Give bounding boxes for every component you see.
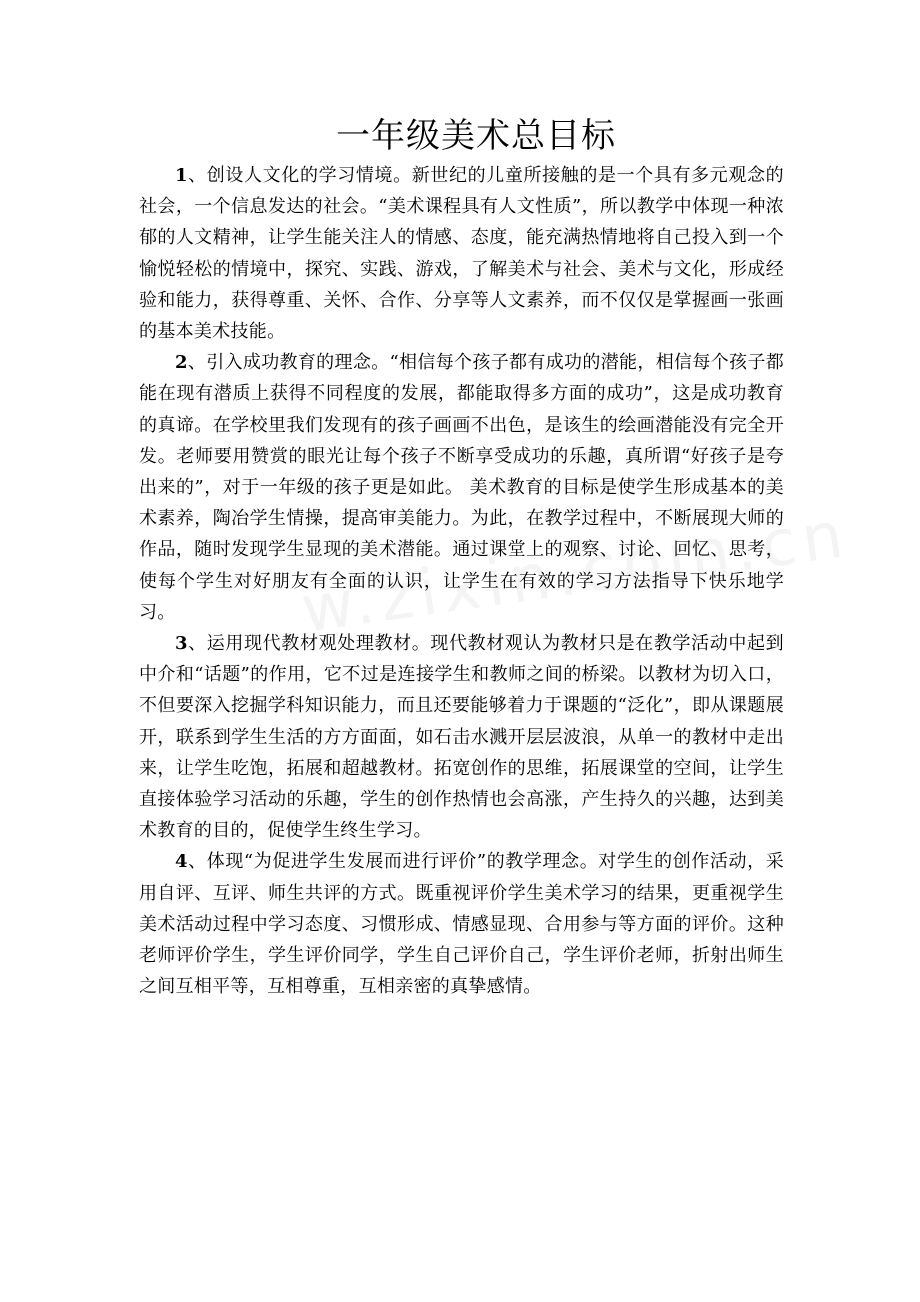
paragraph-number: 4 <box>175 851 188 873</box>
paragraph-4 <box>139 846 784 1002</box>
paragraph-2 <box>139 347 784 628</box>
paragraph-text: 、引入成功教育的理念。“相信每个孩子都有成功的潜能，相信每个孩子都能在现有潜质上获得不同程度的发展，都能取得多方面的成功”，这是成功教育的真谛。在学校里我们发现有的孩子画画不出色，是该生的绘画潜能没有完全开发。老师要用赞赏的眼光让每个孩子不断享受成功的乐趣，真所谓“好孩子是夸出来的”，对于一年级的孩子更是如此。 美术教育的目标是使学生形成基本的美术素养，陶冶学生情操，提高审美能力。为此，在教学过程中，不断展现大师的作品，随时发现学生显现的美术潜能。通过课堂上的观察、讨论、回忆、思考，使每个学生对好朋友有全面的认识，让学生在有效的学习方法指导下快乐地学习。 <box>139 352 784 623</box>
paragraph-number: 1 <box>175 165 188 186</box>
paragraph-text: 、运用现代教材观处理教材。现代教材观认为教材只是在教学活动中起到中介和“话题”的作用，它不过是连接学生和教师之间的桥梁。以教材为切入口，不但要深入挖掘学科知识能力，而且还要能够着力于课题的“泛化”，即从课题展开，联系到学生生活的方方面面，如石击水溅开层层波浪，从单一的教材中走出来，让学生吃饱，拓展和超越教材。拓宽创作的思维，拓展课堂的空间，让学生直接体验学习活动的乐趣，学生的创作热情也会高涨，产生持久的兴趣，达到美术教育的目的，促使学生终生学习。 <box>139 633 784 842</box>
paragraph-text: 、创设人文化的学习情境。新世纪的儿童所接触的是一个具有多元观念的社会，一个信息发达的社会。“美术课程具有人文性质”，所以教学中体现一种浓郁的人文精神，让学生能关注人的情感、态度，能充满热情地将自己投入到一个愉悦轻松的情境中，探究、实践、游戏，了解美术与社会、美术与文化，形成经验和能力，获得尊重、关怀、合作、分享等人文素养，而不仅仅是掌握画一张画的基本美术技能。 <box>139 165 784 343</box>
page-title: 一年级美术总目标 <box>336 116 616 156</box>
paragraph-number: 2 <box>175 352 188 374</box>
paragraph-3 <box>139 628 784 846</box>
document-body <box>139 160 784 1002</box>
paragraph-1 <box>139 160 784 347</box>
paragraph-text: 、体现“为促进学生发展而进行评价”的教学理念。对学生的创作活动，采用自评、互评、师生共评的方式。既重视评价学生美术学习的结果，更重视学生美术活动过程中学习态度、习惯形成、情感显现、合用参与等方面的评价。这种老师评价学生，学生评价同学，学生自己评价自己，学生评价老师，折射出师生之间互相平等，互相尊重，互相亲密的真挚感情。 <box>139 851 784 998</box>
paragraph-number: 3 <box>175 633 188 655</box>
